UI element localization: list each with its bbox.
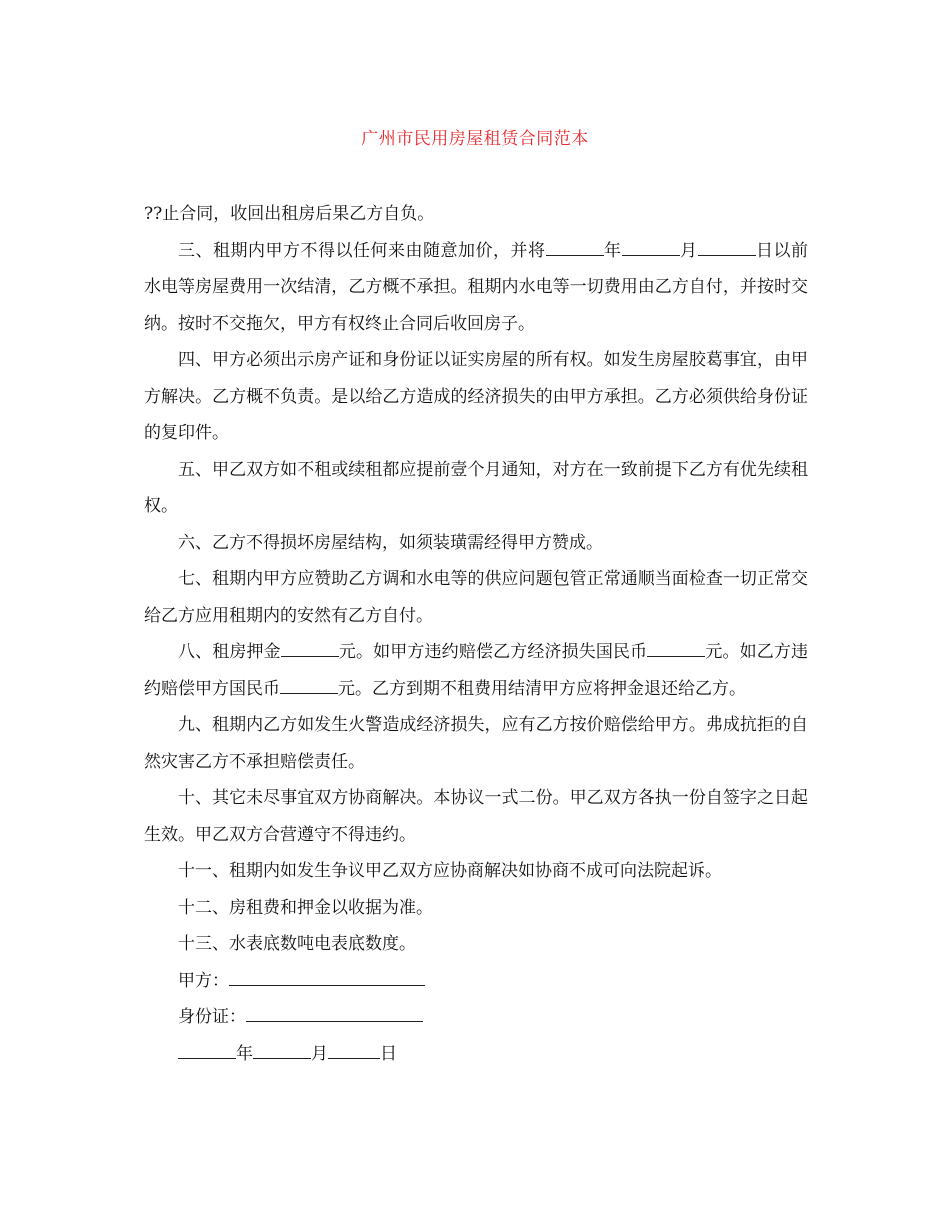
- clause-12: 十二、房租费和押金以收据为准。: [178, 897, 433, 918]
- clause-3-text-b: 日以前水电等房屋费用一次结清，乙方概不承担。租期内水电等一切费用由乙方自付，并按时交纳。按时不交拖欠，甲方有权终止合同后收回房子。: [144, 240, 808, 334]
- clause-8-text-a: 八、租房押金: [178, 642, 281, 662]
- sign-year-label: 年: [236, 1043, 253, 1064]
- blank-month: [622, 237, 680, 256]
- paragraph-termination: ??止合同，收回出租房后果乙方自负。: [144, 204, 435, 224]
- clause-3-text-a: 三、租期内甲方不得以任何来由随意加价，并将: [178, 240, 546, 261]
- blank-sign-day: [328, 1040, 380, 1059]
- blank-id-number: [246, 1003, 423, 1022]
- blank-sign-month: [253, 1040, 311, 1059]
- blank-day: [698, 237, 756, 256]
- signature-id: [144, 999, 808, 1036]
- clause-6: 六、乙方不得损坏房屋结构，如须装璜需经得甲方赞成。: [178, 532, 603, 553]
- clause-8: [144, 634, 808, 707]
- clause-8-text-c: 元。如乙方违约赔偿甲方国民币: [144, 642, 809, 699]
- clause-7: 七、租期内甲方应赞助乙方调和水电等的供应问题包管正常通顺当面检查一切正常交给乙方应用租期内的安然有乙方自付。: [144, 569, 808, 626]
- clause-9: 九、租期内乙方如发生火警造成经济损失，应有乙方按价赔偿给甲方。弗成抗拒的自然灾害乙方不承担赔偿责任。: [144, 715, 808, 772]
- clause-13: 十三、水表底数吨电表底数度。: [178, 934, 416, 954]
- clause-10: 十、其它未尽事宜双方协商解决。本协议一式二份。甲乙双方各执一份自签字之日起生效。甲乙双方合营遵守不得违约。: [144, 788, 808, 845]
- signature-date: [144, 1036, 808, 1073]
- contract-body: [144, 196, 808, 1072]
- document-title: 广州市民用房屋租赁合同范本: [361, 129, 589, 149]
- signature-party-a: [144, 963, 808, 1000]
- clause-11: 十一、租期内如发生争议甲乙双方应协商解决如协商不成可向法院起诉。: [178, 861, 722, 881]
- blank-sign-year: [178, 1040, 236, 1059]
- clause-4: 四、甲方必须出示房产证和身份证以证实房屋的所有权。如发生房屋胶葛事宜，由甲方解决。乙方概不负责。是以给乙方造成的经济损失的由甲方承担。乙方必须供给身份证的复印件。: [144, 350, 808, 443]
- clause-5: 五、甲乙双方如不租或续租都应提前壹个月通知，对方在一致前提下乙方有优先续租权。: [144, 459, 808, 516]
- clause-8-text-d: 元。乙方到期不租费用结清甲方应将押金退还给乙方。: [338, 678, 746, 699]
- blank-deposit: [281, 638, 339, 657]
- party-a-label: 甲方：: [178, 970, 229, 991]
- clause-3: [144, 233, 808, 343]
- clause-8-text-b: 元。如甲方违约赔偿乙方经济损失国民币: [338, 642, 648, 662]
- sign-month-label: 月: [311, 1043, 328, 1064]
- clause-3-year-label: 年: [603, 240, 622, 261]
- blank-year: [546, 237, 604, 256]
- blank-party-a-penalty: [647, 638, 705, 657]
- sign-day-label: 日: [380, 1043, 397, 1064]
- id-label: 身份证：: [178, 1007, 246, 1027]
- blank-party-b-penalty: [280, 675, 338, 694]
- blank-party-a-signature: [229, 967, 425, 986]
- clause-3-month-label: 月: [679, 240, 698, 261]
